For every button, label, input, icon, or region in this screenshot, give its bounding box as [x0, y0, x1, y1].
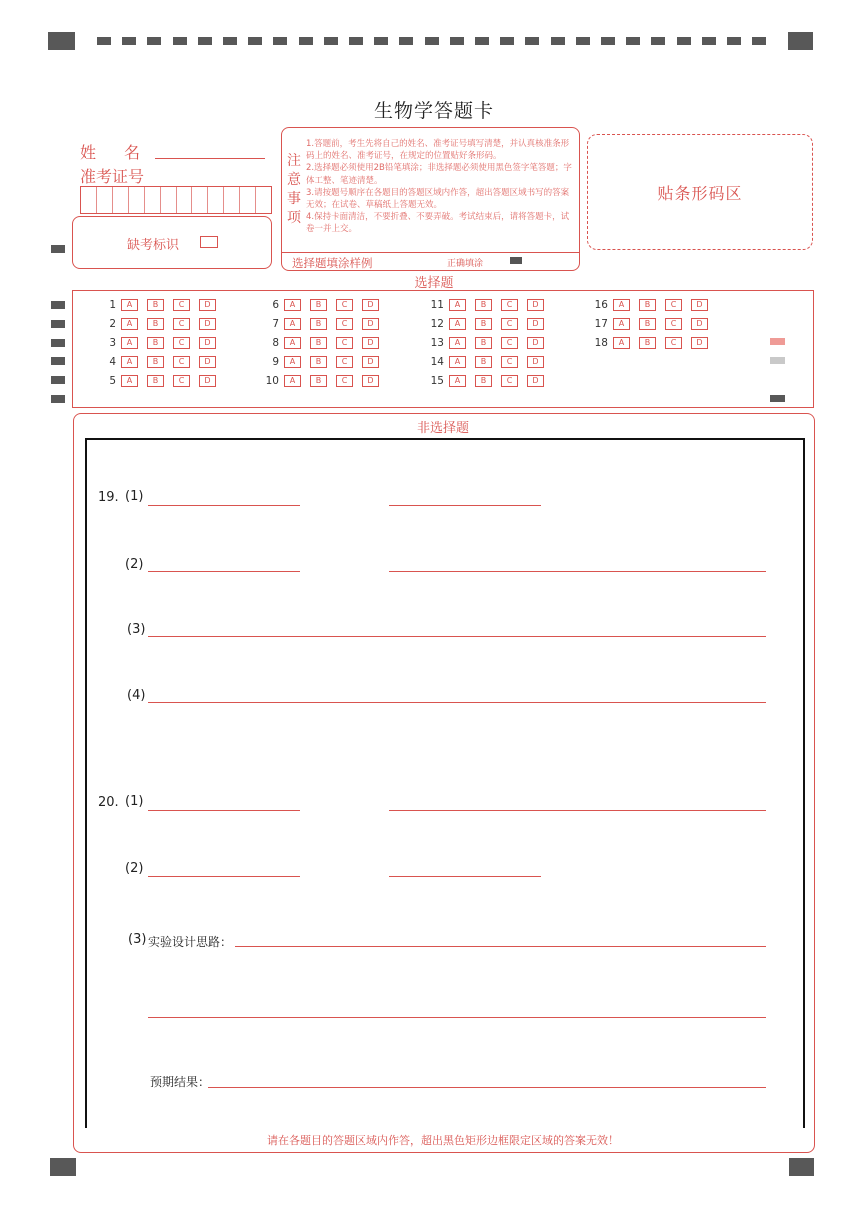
timing-mark: [425, 37, 439, 45]
timing-mark: [51, 301, 65, 309]
option-bubble[interactable]: D: [362, 356, 379, 368]
option-bubble[interactable]: C: [173, 318, 190, 330]
choice-question: [259, 299, 388, 311]
part-label: (3): [128, 932, 147, 947]
answer-line[interactable]: [389, 505, 541, 506]
option-bubble[interactable]: B: [475, 318, 492, 330]
option-bubble[interactable]: A: [121, 337, 138, 349]
choice-question: [259, 356, 388, 368]
timing-mark-large: [788, 32, 813, 50]
correct-fill-sample: [510, 257, 522, 264]
option-bubble[interactable]: D: [362, 318, 379, 330]
option-bubble[interactable]: C: [501, 299, 518, 311]
color-mark: [770, 357, 785, 364]
timing-mark: [374, 37, 388, 45]
timing-mark: [51, 376, 65, 384]
choice-question: [424, 375, 553, 387]
option-bubble[interactable]: D: [199, 337, 216, 349]
choice-question: [259, 375, 388, 387]
option-bubble[interactable]: C: [336, 299, 353, 311]
answer-line[interactable]: [389, 571, 766, 572]
option-bubble[interactable]: D: [527, 299, 544, 311]
timing-mark: [651, 37, 665, 45]
option-bubble[interactable]: D: [199, 299, 216, 311]
timing-mark: [51, 395, 65, 403]
option-bubble[interactable]: B: [310, 375, 327, 387]
option-bubble[interactable]: C: [501, 375, 518, 387]
option-bubble[interactable]: B: [475, 299, 492, 311]
question-number: 6: [272, 299, 279, 311]
question-number: 20.: [98, 795, 119, 810]
option-bubble[interactable]: B: [475, 356, 492, 368]
question-number: 13: [430, 337, 444, 349]
timing-mark: [702, 37, 716, 45]
fill-example-label: 选择题填涂样例: [292, 256, 373, 270]
answer-line[interactable]: [148, 1017, 766, 1018]
timing-mark: [752, 37, 766, 45]
question-number: 3: [109, 337, 116, 349]
option-bubble[interactable]: A: [449, 318, 466, 330]
notice-item: 3.请按题号顺序在各题目的答题区域内作答，超出答题区域书写的答案无效；在试卷、草稿纸上答题无效。: [306, 187, 570, 211]
part-label: (2): [125, 861, 144, 876]
timing-mark-large: [789, 1158, 814, 1176]
notice-item: 4.保持卡面清洁，不要折叠、不要弄破。考试结束后，请将答题卡，试卷一并上交。: [306, 212, 570, 235]
option-bubble[interactable]: A: [121, 356, 138, 368]
option-bubble[interactable]: A: [449, 299, 466, 311]
question-number: 2: [109, 318, 116, 330]
choice-question: [259, 337, 388, 349]
option-bubble[interactable]: A: [613, 299, 630, 311]
option-bubble[interactable]: B: [310, 337, 327, 349]
absent-checkbox[interactable]: [200, 236, 218, 248]
timing-mark: [147, 37, 161, 45]
id-number-boxes[interactable]: [80, 186, 272, 214]
choice-question: [424, 356, 553, 368]
timing-mark: [324, 37, 338, 45]
option-bubble[interactable]: C: [336, 337, 353, 349]
timing-mark-large: [48, 32, 75, 50]
option-bubble[interactable]: C: [173, 299, 190, 311]
option-bubble[interactable]: B: [475, 337, 492, 349]
option-bubble[interactable]: C: [501, 318, 518, 330]
answer-line[interactable]: [148, 505, 300, 506]
option-bubble[interactable]: B: [639, 299, 656, 311]
answer-line[interactable]: [389, 810, 766, 811]
timing-mark: [248, 37, 262, 45]
timing-mark-large: [50, 1158, 76, 1176]
option-bubble[interactable]: D: [527, 375, 544, 387]
notice-item: 2.选择题必须使用2B铅笔填涂；非选择题必须使用黑色签字笔答题；字体工整、笔迹清楚。: [306, 163, 572, 186]
option-bubble[interactable]: B: [147, 299, 164, 311]
nonchoice-section-title: 非选择题: [416, 421, 469, 436]
option-bubble[interactable]: A: [449, 337, 466, 349]
choice-question: [96, 375, 225, 387]
answer-line[interactable]: [208, 1087, 766, 1088]
option-bubble[interactable]: B: [310, 356, 327, 368]
choice-question: [96, 299, 225, 311]
footer-note: 请在各题目的答题区域内作答，超出黑色矩形边框限定区域的答案无效！: [267, 1134, 619, 1147]
timing-mark: [51, 245, 65, 253]
choice-section-title: 选择题: [414, 276, 454, 291]
question-number: 1: [109, 299, 116, 311]
option-bubble[interactable]: A: [284, 318, 301, 330]
answer-line[interactable]: [148, 810, 300, 811]
notice-heading: 注 意 事 项: [287, 153, 301, 226]
notice-item: 1.答题前，考生先将自己的姓名、准考证号填写清楚，并认真核准条形码上的姓名、准考证号，在规定的位置贴好条形码。: [306, 139, 570, 162]
id-label: 准考证号: [80, 167, 145, 186]
timing-mark: [51, 357, 65, 365]
option-bubble[interactable]: B: [147, 375, 164, 387]
option-bubble[interactable]: D: [527, 337, 544, 349]
name-field[interactable]: [155, 158, 265, 159]
option-bubble[interactable]: B: [639, 337, 656, 349]
answer-line[interactable]: [148, 571, 300, 572]
choice-question: [96, 318, 225, 330]
timing-mark: [299, 37, 313, 45]
option-bubble[interactable]: D: [527, 356, 544, 368]
question-number: 18: [594, 337, 608, 349]
timing-mark: [51, 339, 65, 347]
barcode-area: 贴条形码区: [587, 134, 813, 250]
part-label: (1): [125, 489, 144, 504]
part-label: (2): [125, 557, 144, 572]
option-bubble[interactable]: B: [310, 318, 327, 330]
option-bubble[interactable]: B: [147, 337, 164, 349]
timing-mark: [500, 37, 514, 45]
option-bubble[interactable]: A: [121, 299, 138, 311]
option-bubble[interactable]: C: [173, 375, 190, 387]
option-bubble[interactable]: D: [362, 375, 379, 387]
option-bubble[interactable]: C: [336, 318, 353, 330]
absent-label: 缺考标识: [127, 238, 180, 253]
timing-mark: [626, 37, 640, 45]
notice-items: [306, 138, 574, 236]
timing-mark: [399, 37, 413, 45]
answer-area-border: [85, 438, 805, 1128]
option-bubble[interactable]: B: [639, 318, 656, 330]
question-number: 11: [430, 299, 444, 311]
option-bubble[interactable]: D: [691, 318, 708, 330]
question-number: 14: [430, 356, 444, 368]
option-bubble[interactable]: D: [527, 318, 544, 330]
question-number: 4: [109, 356, 116, 368]
question-number: 17: [594, 318, 608, 330]
option-bubble[interactable]: D: [362, 299, 379, 311]
option-bubble[interactable]: A: [449, 356, 466, 368]
option-bubble[interactable]: B: [310, 299, 327, 311]
option-bubble[interactable]: B: [147, 356, 164, 368]
option-bubble[interactable]: C: [173, 337, 190, 349]
option-bubble[interactable]: B: [147, 318, 164, 330]
timing-mark: [97, 37, 111, 45]
question-number: 10: [265, 375, 279, 387]
timing-mark: [223, 37, 237, 45]
question-number: 19.: [98, 490, 119, 505]
choice-question: [588, 299, 717, 311]
choice-question: [588, 337, 717, 349]
answer-line[interactable]: [148, 636, 766, 637]
option-bubble[interactable]: C: [665, 337, 682, 349]
option-bubble[interactable]: D: [691, 337, 708, 349]
choice-question: [424, 337, 553, 349]
option-bubble[interactable]: A: [284, 375, 301, 387]
option-bubble[interactable]: D: [691, 299, 708, 311]
choice-question: [588, 318, 717, 330]
option-bubble[interactable]: C: [665, 318, 682, 330]
option-bubble[interactable]: C: [501, 337, 518, 349]
notice-box: [281, 127, 580, 271]
question-number: 8: [272, 337, 279, 349]
choice-question: [259, 318, 388, 330]
part-label: (3): [127, 622, 146, 637]
option-bubble[interactable]: A: [284, 356, 301, 368]
option-bubble[interactable]: C: [501, 356, 518, 368]
option-bubble[interactable]: C: [173, 356, 190, 368]
color-mark: [770, 338, 785, 345]
design-label: 实验设计思路：: [148, 935, 233, 949]
question-number: 16: [594, 299, 608, 311]
question-number: 5: [109, 375, 116, 387]
answer-line[interactable]: [148, 876, 300, 877]
option-bubble[interactable]: C: [336, 375, 353, 387]
option-bubble[interactable]: A: [284, 299, 301, 311]
timing-mark: [349, 37, 363, 45]
timing-mark: [525, 37, 539, 45]
choice-question: [424, 318, 553, 330]
choice-question: [96, 337, 225, 349]
option-bubble[interactable]: A: [613, 337, 630, 349]
option-bubble[interactable]: C: [336, 356, 353, 368]
question-number: 7: [272, 318, 279, 330]
option-bubble[interactable]: A: [284, 337, 301, 349]
part-label: (1): [125, 794, 144, 809]
option-bubble[interactable]: B: [475, 375, 492, 387]
option-bubble[interactable]: D: [362, 337, 379, 349]
choice-question: [96, 356, 225, 368]
timing-mark: [551, 37, 565, 45]
timing-mark: [677, 37, 691, 45]
answer-line[interactable]: [235, 946, 766, 947]
option-bubble[interactable]: D: [199, 318, 216, 330]
option-bubble[interactable]: D: [199, 356, 216, 368]
question-number: 9: [272, 356, 279, 368]
option-bubble[interactable]: A: [121, 318, 138, 330]
option-bubble[interactable]: D: [199, 375, 216, 387]
option-bubble[interactable]: A: [613, 318, 630, 330]
part-label: (4): [127, 688, 146, 703]
choice-question: [424, 299, 553, 311]
page-title: 生物学答题卡: [373, 100, 494, 122]
timing-mark: [770, 395, 785, 402]
timing-mark: [450, 37, 464, 45]
timing-mark: [173, 37, 187, 45]
option-bubble[interactable]: A: [121, 375, 138, 387]
result-label: 预期结果：: [150, 1075, 211, 1089]
timing-mark: [273, 37, 287, 45]
answer-line[interactable]: [389, 876, 541, 877]
timing-mark: [601, 37, 615, 45]
timing-mark: [576, 37, 590, 45]
timing-mark: [51, 320, 65, 328]
option-bubble[interactable]: C: [665, 299, 682, 311]
question-number: 12: [430, 318, 444, 330]
timing-mark: [198, 37, 212, 45]
timing-mark: [122, 37, 136, 45]
question-number: 15: [430, 375, 444, 387]
name-label: 姓 名: [80, 143, 147, 162]
timing-mark: [475, 37, 489, 45]
timing-mark: [727, 37, 741, 45]
option-bubble[interactable]: A: [449, 375, 466, 387]
absent-mark-box: [72, 216, 272, 269]
answer-line[interactable]: [148, 702, 766, 703]
correct-fill-label: 正确填涂: [447, 259, 484, 269]
